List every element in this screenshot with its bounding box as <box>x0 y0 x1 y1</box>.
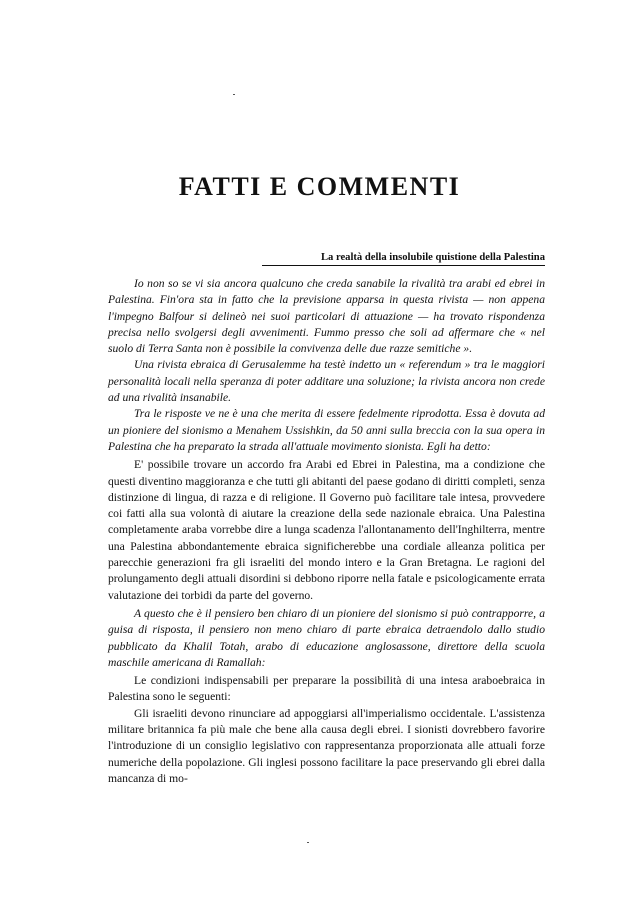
scan-speck <box>233 94 235 95</box>
paragraph: Le condizioni indispensabili per preparare la possibilità di una intesa araboebraica in Palestina sono le seguenti: <box>108 674 545 704</box>
paragraph: Io non so se vi sia ancora qualcuno che creda sanabile la rivalità tra arabi ed ebrei in Palestina. Fin'ora sta in fatto che la previsione apparsa in questa rivista — non appena l'impegno Balfour si delineò nei suoi particolari di attuazione — ha trovato rispondenza precisa nello svolgersi degli avvenimenti. Fummo presso che soli ad affermare che « nel suolo di Terra Santa non è possibile la convivenza delle due razze semitiche ». <box>108 277 545 356</box>
paragraph: E' possibile trovare un accordo fra Arabi ed Ebrei in Palestina, ma a condizione che questi diventino maggioranza e che tutti gli abitanti del paese godano di diritti completi, senza distinzione di lingua, di razza e di religione. Il Governo può facilitare tale intesa, provvedere coi fatti alla sua volontà di aiutare la creazione della sede nazionale ebraica. Una Palestina completamente araba vorrebbe dire a lunga scadenza l'allontanamento dell'Inghilterra, mentre una Palestina abbondantemente ebraica significherebbe una cordiale alleanza politica per parecchie generazioni fra gli israeliti del mondo intero e la Gran Bretagna. Le ragioni del prolungamento degli attuali disordini si debbono riporre nella fatale e psicologicamente errata valutazione dei torbidi da parte del governo. <box>108 458 545 602</box>
page-title: FATTI E COMMENTI <box>178 172 461 201</box>
paragraph: Gli israeliti devono rinunciare ad appoggiarsi all'imperialismo occidentale. L'assistenza militare britannica fa più male che bene alla causa degli ebrei. I sionisti dovrebbero favorire l'introduzione di un consiglio legislativo con rappresentanza proporzionata alle attuali forze numeriche della popolazione. Gli inglesi possono facilitare la pace preservando gli ebrei dalla mancanza di mo- <box>108 706 545 785</box>
paragraph: Una rivista ebraica di Gerusalemme ha testè indetto un « referendum » tra le maggiori personalità locali nella speranza di poter additare una soluzione; la rivista ancora non crede ad una rivalità insanabile. <box>108 358 545 405</box>
scan-speck <box>307 842 309 843</box>
paragraph: A questo che è il pensiero ben chiaro di un pioniere del sionismo si può contrapporre, a guisa di risposta, il pensiero non meno chiaro di parte ebraica detraendolo dallo studio pubblicato da Khalil Totah, arabo di educazione anglosassone, direttore della scuola maschile americana di Ramallah: <box>108 606 545 669</box>
paragraph: Tra le risposte ve ne è una che merita di essere fedelmente riprodotta. Essa è dovuta ad un pioniere del sionismo a Menahem Ussishkin, da 50 anni sulla breccia con la sua opera in Palestina che ha preparato la strada all'attuale movimento sionista. Egli ha detto: <box>108 407 545 453</box>
section-subtitle: La realtà della insolubile quistione della Palestina <box>262 252 545 266</box>
article-body <box>108 276 545 787</box>
